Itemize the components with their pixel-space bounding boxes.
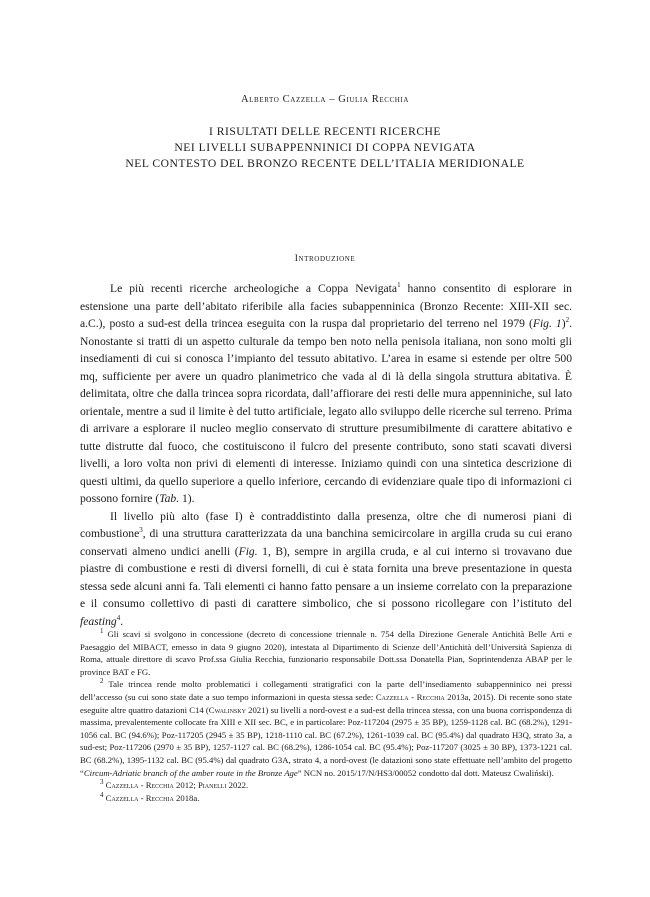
footnote-text: 2018a. (173, 792, 200, 803)
authors-line: Alberto Cazzella – Giulia Recchia (241, 94, 409, 105)
p2-text-b: , di una struttura caratterizzata da una banchina semicircolare in argilla cruda su cui erano conservati almeno undici anelli ( (80, 527, 572, 558)
title-line-3: NEL CONTESTO DEL BRONZO RECENTE DELL’ITALIA MERIDIONALE (125, 157, 525, 170)
footnote-number: 4 (100, 790, 104, 799)
footnote-number: 2 (100, 677, 104, 686)
footnote-4 (80, 792, 572, 805)
footnote-ref-4[interactable]: 4 (116, 613, 121, 622)
body-text (80, 280, 572, 630)
footnote-number: 1 (100, 627, 104, 636)
figure-ref[interactable]: Fig. (238, 544, 258, 558)
table-ref[interactable]: Tab. (159, 492, 180, 505)
title-line-2: NEI LIVELLI SUBAPPENNINICI DI COPPA NEVIGATA (174, 141, 476, 154)
footnote-text: 2022. (226, 780, 249, 791)
p1-text-a: Le più recenti ricerche archeologiche a Coppa Nevigata (110, 282, 398, 295)
footnote-1 (80, 628, 572, 678)
footnotes (80, 628, 572, 804)
p2-text-c: 1, B), sempre in argilla cruda, e al cui interno si trovavano due piastre di combustione e resti di diversi fornelli, di cui è stata fornita una breve presentazione in questa stessa sede alcuni anni fa. Tali elementi ci hanno fatto pensare a un insieme correlato con la preparazione e il consumo collettivo di pasti di carattere simbolico, che si possono ricollegare con l’istituto del (80, 544, 572, 610)
section-heading: Introduzione (294, 254, 356, 264)
p1-text-e: 1). (179, 492, 195, 505)
footnote-text: ” NCN no. 2015/17/N/HS3/00052 condotto dal dott. Mateusz Cwaliński). (297, 767, 554, 778)
p2-text-a: Il livello più alto (fase I) è contraddistinto dalla presenza, oltre che di numerosi piani di combustione (80, 509, 572, 540)
citation-author: Cazzella - Recchia (105, 792, 174, 803)
footnote-ref-1[interactable]: 1 (397, 281, 401, 290)
p1-text-b: hanno consentito di esplorare in estensione una parte dell’abitato riferibile alla facies subappenninica (Bronzo Recente: XIII-XII sec. a.C.), posto a sud-est della trincea eseguita con la ruspa dal proprietario del terreno nel 1979 ( (80, 282, 572, 330)
p1-text-c: ) (561, 317, 566, 330)
footnote-text: Tale trincea rende molto problematici i collegamenti stratigrafici con la parte dell’insediamento subappenninico nei pressi dell’accesso (su cui sono state date a suo tempo informazioni in questa stessa sede: (80, 679, 572, 702)
footnote-text: 2012; (173, 780, 198, 791)
feasting-term: feasting (80, 614, 117, 628)
project-title: Circum-Adriatic branch of the amber route in the Bronze Age (83, 767, 298, 778)
footnote-number: 3 (100, 778, 104, 787)
footnote-ref-3[interactable]: 3 (139, 526, 143, 535)
footnote-ref-2[interactable]: 2 (565, 316, 570, 325)
footnote-text: 2021) su livelli a nord-ovest e a sud-est della trincea stessa, con una buona corrispondenza di massima, prevalentemente collocate fra XIII e XII sec. BC, e in particolare: Poz-117204 (2975 ± 35 BP), 1259-1128 cal. BC (68.2%), 1291-1056 cal. BC (94.6%); Poz-117205 (2945 ± 35 BP), 1218-1110 cal. BC (67.2%), 1261-1039 cal. BC (95.4%) dal quadrato H3Q, strato 3a, a sud-est; Poz-117206 (2970 ± 35 BP), 1257-1127 cal. BC (68.2%), 1286-1054 cal. BC (95.4%); Poz-117207 (3025 ± 30 BP), 1373-1221 cal. BC (68.2%), 1395-1132 cal. BC (95.4%) dal quadrato G3A, strato 4, a nord-ovest (le datazioni sono state effettuate nell’ambito del progetto “ (80, 704, 572, 778)
footnote-2 (80, 678, 572, 779)
footnote-text: 2013a, 2015). Di recente sono state eseguite altre quattro datazioni C14 ( (80, 691, 573, 715)
citation-author: Cazzella - Recchia (375, 691, 445, 702)
footnote-text: Gli scavi si svolgono in concessione (decreto di concessione triennale n. 754 della Direzione Generale Antichità Belle Arti e Paesaggio del MIBACT, emesso in data 9 giugno 2020), intestata al Dipartimento di Scienze dell’Antichità dell’Università Sapienza di Roma, attuale direttore di scavo Prof.ssa Giulia Recchia, funzionario responsabile Dott.ssa Donatella Pian, Soprintendenza ABAP per le province BAT e FG. (80, 629, 572, 677)
article-title (0, 124, 650, 172)
citation-author: Pianelli (197, 780, 227, 791)
citation-author: Cwalinsky (208, 704, 246, 715)
paragraph-2 (80, 508, 572, 631)
figure-ref[interactable]: Fig. 1 (532, 317, 562, 330)
title-line-1: I RISULTATI DELLE RECENTI RICERCHE (208, 125, 442, 138)
p2-text-d: . (120, 614, 124, 628)
paragraph-1 (80, 280, 572, 508)
citation-author: Cazzella - Recchia (105, 780, 174, 791)
p1-text-d: . Nonostante si tratti di un aspetto culturale da tempo ben noto nella penisola italiana, non sono molti gli insediamenti di cui si conosca l’impianto del tessuto abitativo. L’area in esame si estende per oltre 500 mq, sufficiente per avere un quadro planimetrico che vada al di là della singola struttura abitativa. È delimitata, oltre che dalla trincea sopra ricordata, dall’affiorare dei resti delle mura appenniniche, sul lato orientale, mentre a sud il limite è del tutto artificiale, legato allo sviluppo delle ricerche sul terreno. Prima di arrivare a esplorare il nucleo meglio conservato di strutture presumibilmente di carattere abitativo e tutte distrutte dal fuoco, che costituiscono il fulcro del presente contributo, sono stati scavati diversi livelli, a loro volta non privi di elementi di interesse. Iniziamo quindi con una sintetica descrizione di questi ultimi, da quello superiore a quello inferiore, cercando di evidenziare quale tipo di informazioni ci possono fornire ( (80, 317, 572, 505)
footnote-3 (80, 779, 572, 792)
